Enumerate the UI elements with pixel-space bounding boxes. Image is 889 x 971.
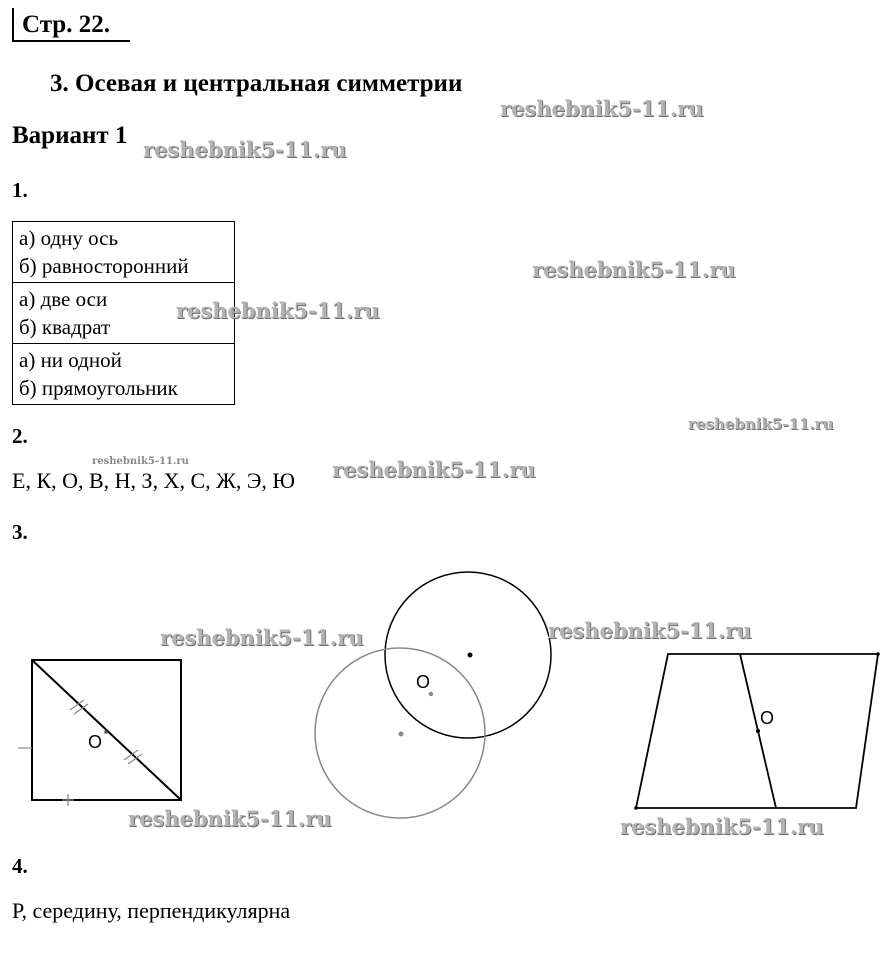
figure-trapezoid xyxy=(620,640,889,820)
table-row xyxy=(13,222,235,283)
watermark: reshebnik5-11.ru xyxy=(128,806,332,831)
table-cell xyxy=(13,222,235,283)
answer-b: б) прямоугольник xyxy=(19,376,178,400)
symmetry-center-point xyxy=(429,692,433,696)
question-2-number: 2. xyxy=(12,424,28,448)
variant-title: Вариант 1 xyxy=(12,122,128,149)
table-row xyxy=(13,344,235,405)
figure-two-circles xyxy=(300,560,570,810)
watermark: reshebnik5-11.ru xyxy=(332,457,536,482)
watermark: reshebnik5-11.ru xyxy=(143,137,347,162)
center-point xyxy=(756,729,760,733)
watermark: reshebnik5-11.ru xyxy=(688,415,834,433)
watermark: reshebnik5-11.ru xyxy=(532,257,736,282)
watermark: reshebnik5-11.ru xyxy=(548,618,752,643)
page-label: Стр. 22. xyxy=(12,8,130,42)
square-diagonal xyxy=(32,660,181,800)
answer-a: а) ни одной xyxy=(19,348,122,372)
answer-b: б) равносторонний xyxy=(19,254,189,278)
vertex-point xyxy=(876,652,880,656)
figure-1-center-label: O xyxy=(88,732,103,752)
center-point xyxy=(104,730,108,734)
section-title: 3. Осевая и центральная симметрии xyxy=(50,70,463,97)
answer-a: а) одну ось xyxy=(19,226,119,250)
table-cell xyxy=(13,344,235,405)
watermark: reshebnik5-11.ru xyxy=(620,814,824,839)
question-3-number: 3. xyxy=(12,520,28,544)
question-1-number: 1. xyxy=(12,178,28,202)
watermark: reshebnik5-11.ru xyxy=(176,298,380,323)
question-4-answer: Р, середину, перпендикулярна xyxy=(12,898,291,923)
answer-b: б) квадрат xyxy=(19,315,111,339)
question-2-answer: Е, К, О, В, Н, З, Х, С, Ж, Э, Ю xyxy=(12,468,295,493)
watermark: reshebnik5-11.ru xyxy=(500,96,704,121)
watermark: reshebnik5-11.ru xyxy=(160,625,364,650)
circle-center-light xyxy=(399,732,404,737)
figure-square-diagonal xyxy=(0,640,200,820)
question-4-number: 4. xyxy=(12,854,28,878)
figure-3-center-label: O xyxy=(760,708,775,728)
vertex-point xyxy=(634,806,638,810)
circle-center-dark xyxy=(468,653,473,658)
figure-2-center-label: O xyxy=(416,672,431,692)
answer-a: а) две оси xyxy=(19,287,108,311)
watermark: reshebnik5-11.ru xyxy=(92,456,189,467)
